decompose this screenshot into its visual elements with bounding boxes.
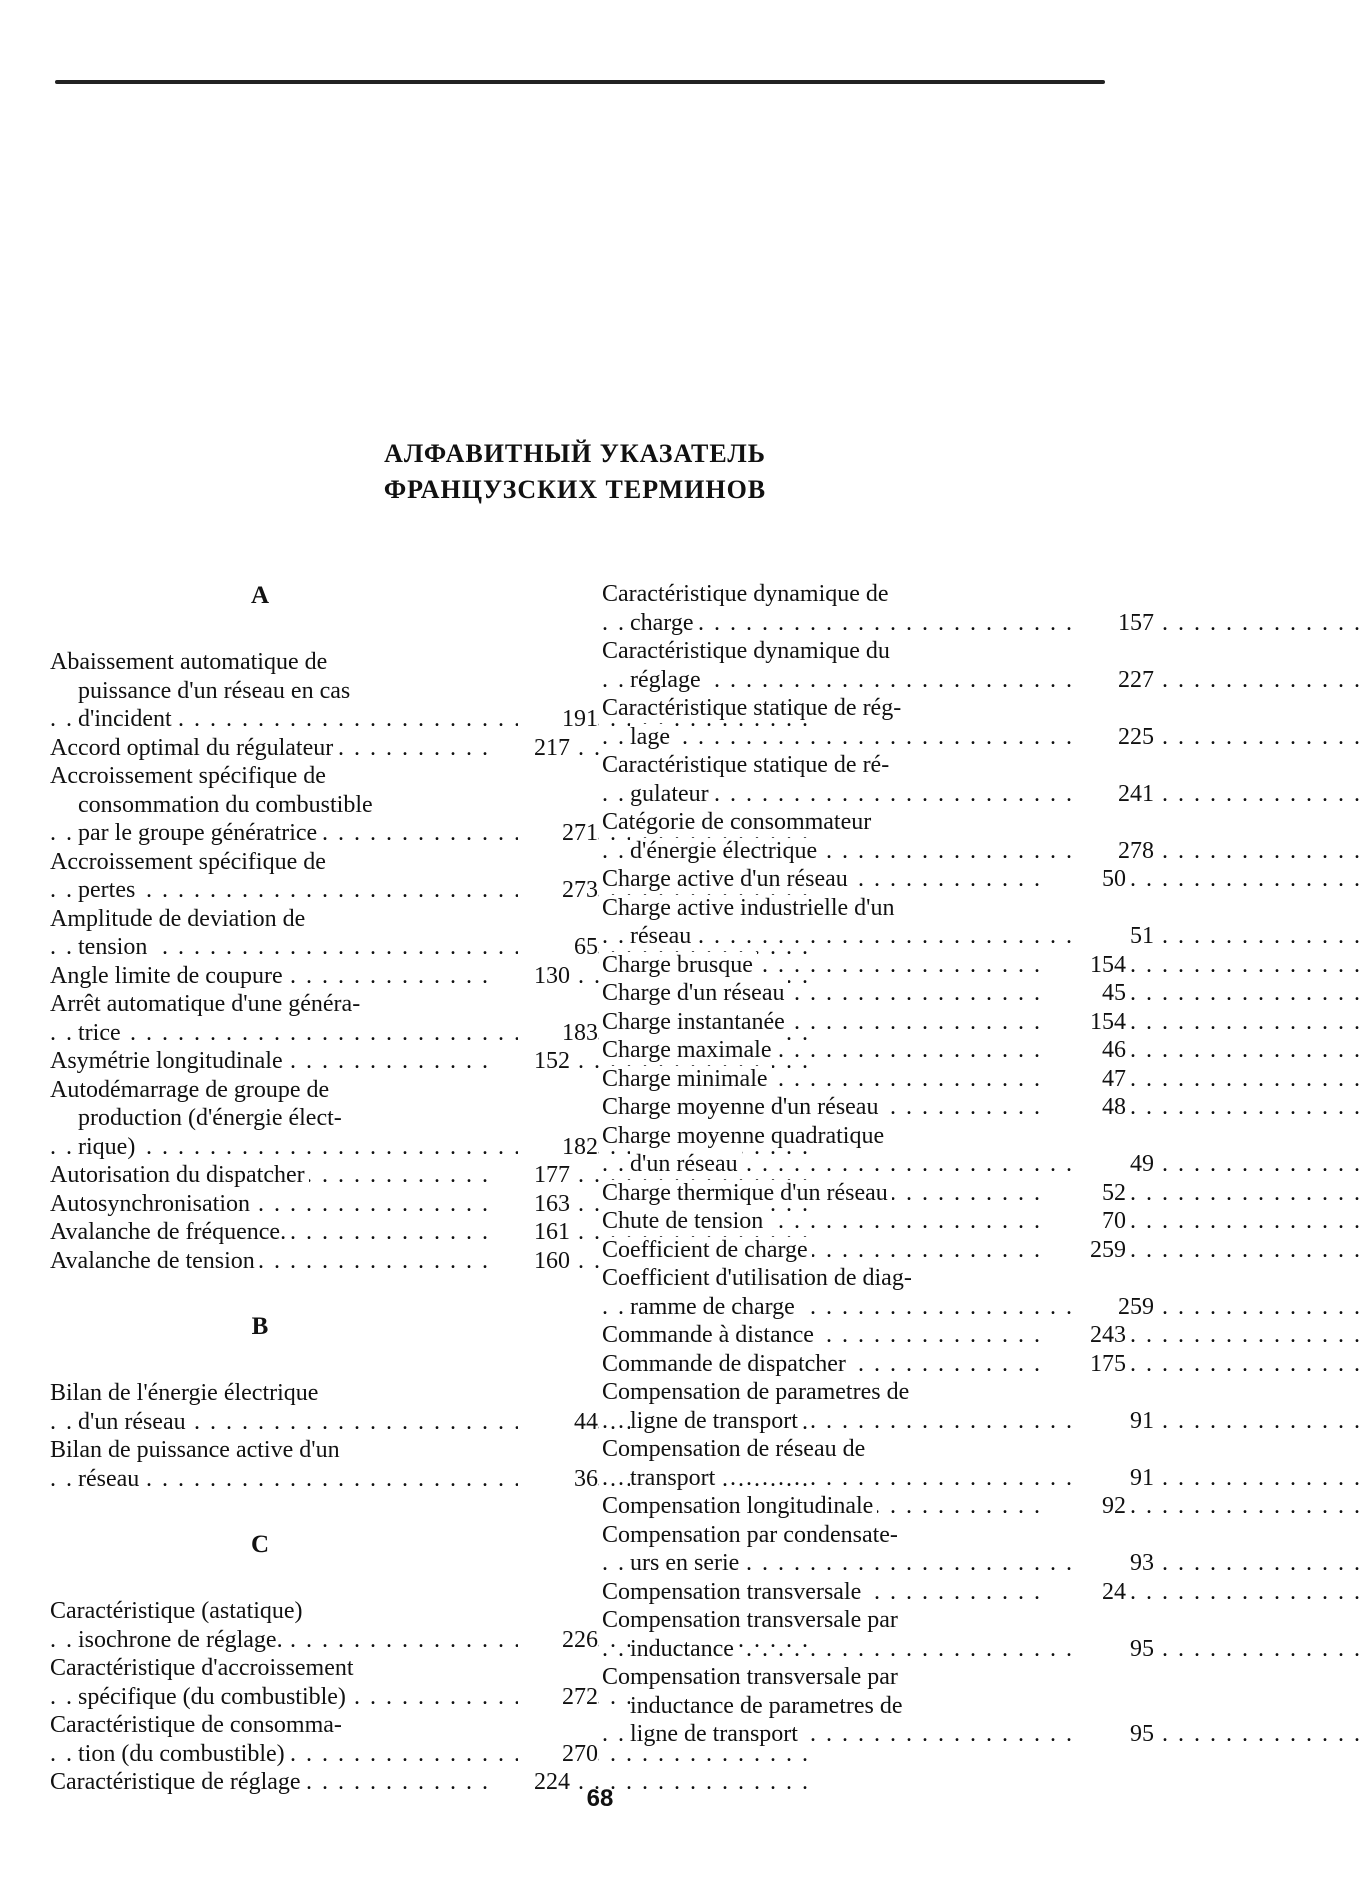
index-entry: [50, 1436, 598, 1493]
index-entry: [50, 1218, 570, 1247]
index-term-line: Charge active industrielle d'un: [602, 895, 898, 921]
index-page-ref: 91: [1074, 1464, 1154, 1493]
page-number: 68: [586, 1785, 614, 1812]
index-entry: [602, 637, 1154, 694]
index-title-line-2: ФРАНЦУЗСКИХ ТЕРМИНОВ: [383, 475, 767, 504]
index-term-line: gulateur: [630, 781, 713, 807]
index-page-ref: 95: [1074, 1635, 1154, 1664]
index-entry: [602, 979, 1126, 1008]
index-entry: [602, 1264, 1154, 1321]
index-page-ref: 243: [1046, 1321, 1126, 1350]
index-page-ref: 52: [1046, 1179, 1126, 1208]
index-entry: [602, 1179, 1126, 1208]
index-term-line: Autodémarrage de groupe de: [50, 1077, 333, 1103]
index-term-line: tension: [78, 934, 151, 960]
index-entry: [602, 1350, 1126, 1379]
index-page-ref: 152: [490, 1047, 570, 1076]
index-page-ref: 154: [1046, 1008, 1126, 1037]
index-entry: [50, 962, 570, 991]
index-term-line: Caractéristique dynamique de: [602, 581, 893, 607]
index-page-ref: 217: [490, 734, 570, 763]
index-entry: [50, 990, 598, 1047]
index-entry: [50, 734, 570, 763]
index-term-line: pertes: [78, 877, 139, 903]
index-term-line: Charge maximale: [602, 1037, 776, 1063]
index-term-line: réseau: [78, 1466, 143, 1492]
index-term-line: Accroissement spécifique de: [50, 849, 330, 875]
index-entry: [50, 1379, 598, 1436]
section-letter: B: [251, 1313, 269, 1340]
index-page-ref: 44: [518, 1408, 598, 1437]
index-page-ref: 225: [1074, 723, 1154, 752]
index-page-ref: 36: [518, 1465, 598, 1494]
index-page-ref: 177: [490, 1161, 570, 1190]
index-page-ref: 163: [490, 1190, 570, 1219]
index-term-line: Charge thermique d'un réseau: [602, 1180, 892, 1206]
index-entry: [50, 1247, 570, 1276]
index-entry: [602, 1435, 1154, 1492]
section-letter: A: [250, 582, 270, 609]
index-page-ref: 157: [1074, 609, 1154, 638]
index-entry: [50, 762, 598, 848]
index-entry: [602, 1663, 1154, 1749]
index-page-ref: 272: [518, 1683, 598, 1712]
index-term-line: Caractéristique d'accroissement: [50, 1655, 358, 1681]
index-term-line: urs en serie: [630, 1550, 743, 1576]
index-term-line: Caractéristique de consomma-: [50, 1712, 346, 1738]
index-page-ref: 160: [490, 1247, 570, 1276]
index-term-line: Commande de dispatcher: [602, 1351, 850, 1377]
index-page-ref: 227: [1074, 666, 1154, 695]
index-term-line: inductance: [630, 1636, 738, 1662]
index-entry: [50, 1654, 598, 1711]
index-entry: [50, 848, 598, 905]
index-term-line: Catégorie de consommateur: [602, 809, 875, 835]
index-entry: [50, 1161, 570, 1190]
index-term-line: Arrêt automatique d'une généra-: [50, 991, 364, 1017]
index-term-line: d'énergie électrique: [630, 838, 821, 864]
index-page-ref: 241: [1074, 780, 1154, 809]
index-page-ref: 51: [1074, 922, 1154, 951]
index-term-line: Charge brusque: [602, 952, 757, 978]
index-page-ref: 92: [1046, 1492, 1126, 1521]
index-entry: [602, 694, 1154, 751]
index-page-ref: 161: [490, 1218, 570, 1247]
index-page-ref: 271: [518, 819, 598, 848]
index-page-ref: 270: [518, 1740, 598, 1769]
index-term-line: Caractéristique statique de ré-: [602, 752, 893, 778]
index-page-ref: 224: [490, 1768, 570, 1797]
index-page-ref: 259: [1046, 1236, 1126, 1265]
index-entry: [50, 1597, 598, 1654]
index-entry: [50, 1190, 570, 1219]
index-term-line: Accord optimal du régulateur: [50, 735, 337, 761]
index-term-line: rique): [78, 1134, 139, 1160]
index-term-line: Amplitude de deviation de: [50, 906, 309, 932]
index-term-line: Charge moyenne quadratique: [602, 1123, 888, 1149]
index-entry: [602, 1578, 1126, 1607]
index-page-ref: 130: [490, 962, 570, 991]
index-term-line: Autosynchronisation: [50, 1191, 254, 1217]
index-term-line: Compensation transversale par: [602, 1664, 902, 1690]
index-entry: [602, 1236, 1126, 1265]
index-term-line: d'un réseau: [78, 1409, 190, 1435]
index-entry: [602, 1606, 1154, 1663]
index-entry: [50, 648, 598, 734]
index-entry: [50, 1047, 570, 1076]
index-entry: [602, 1008, 1126, 1037]
index-page-ref: 226: [518, 1626, 598, 1655]
index-entry: [602, 580, 1154, 637]
index-term-line: Compensation par condensate-: [602, 1522, 902, 1548]
index-page-ref: 50: [1046, 865, 1126, 894]
index-term-line: Charge minimale: [602, 1066, 772, 1092]
index-page-ref: 45: [1046, 979, 1126, 1008]
index-term-line: production (d'énergie élect-: [78, 1105, 346, 1131]
index-entry: [602, 1492, 1126, 1521]
index-entry: [602, 865, 1126, 894]
index-term-line: ligne de transport: [630, 1721, 802, 1747]
index-page-ref: 95: [1074, 1720, 1154, 1749]
index-page-ref: 93: [1074, 1549, 1154, 1578]
index-term-line: ligne de transport: [630, 1408, 802, 1434]
index-term-line: Compensation de parametres de: [602, 1379, 913, 1405]
index-term-line: tion (du combustible): [78, 1741, 289, 1767]
index-page-ref: 259: [1074, 1293, 1154, 1322]
index-term-line: puissance d'un réseau en cas: [78, 678, 354, 704]
index-term-line: réglage: [630, 667, 705, 693]
index-term-line: Caractéristique de réglage: [50, 1769, 305, 1795]
index-term-line: d'incident: [78, 706, 176, 732]
index-term-line: Caractéristique statique de rég-: [602, 695, 905, 721]
index-term-line: Coefficient d'utilisation de diag-: [602, 1265, 916, 1291]
index-term-line: Bilan de puissance active d'un: [50, 1437, 344, 1463]
index-page-ref: 47: [1046, 1065, 1126, 1094]
index-title-line-1: АЛФАВИТНЫЙ УКАЗАТЕЛЬ: [384, 439, 766, 468]
index-term-line: Abaissement automatique de: [50, 649, 331, 675]
index-entry: [602, 1065, 1126, 1094]
index-term-line: Bilan de l'énergie électrique: [50, 1380, 322, 1406]
index-entry: [602, 751, 1154, 808]
index-term-line: isochrone de réglage.: [78, 1627, 287, 1653]
index-page-ref: 48: [1046, 1093, 1126, 1122]
index-entry: [602, 1036, 1126, 1065]
index-term-line: inductance de parametres de: [630, 1693, 907, 1719]
index-entry: [602, 951, 1126, 980]
index-term-line: Avalanche de tension: [50, 1248, 259, 1274]
index-term-line: Charge d'un réseau: [602, 980, 788, 1006]
index-entry: [50, 905, 598, 962]
index-term-line: Avalanche de fréquence.: [50, 1219, 290, 1245]
index-page-ref: 183: [518, 1019, 598, 1048]
index-term-line: charge: [630, 610, 698, 636]
index-term-line: Caractéristique (astatique): [50, 1598, 307, 1624]
index-entry: [602, 808, 1154, 865]
index-entry: [602, 1321, 1126, 1350]
index-entry: [50, 1711, 598, 1768]
index-page-ref: 65: [518, 933, 598, 962]
index-page-ref: 46: [1046, 1036, 1126, 1065]
index-entry: [602, 1093, 1126, 1122]
index-term-line: Autorisation du dispatcher: [50, 1162, 309, 1188]
index-term-line: spécifique (du combustible): [78, 1684, 350, 1710]
index-term-line: Charge active d'un réseau: [602, 866, 852, 892]
index-entry: [602, 894, 1154, 951]
index-term-line: par le groupe génératrice: [78, 820, 321, 846]
index-entry: [602, 1207, 1126, 1236]
index-page-ref: 191: [518, 705, 598, 734]
index-term-line: Compensation transversale: [602, 1579, 865, 1605]
index-term-line: Charge instantanée: [602, 1009, 789, 1035]
index-term-line: Angle limite de coupure: [50, 963, 287, 989]
index-term-line: Asymétrie longitudinale: [50, 1048, 287, 1074]
index-term-line: transport: [630, 1465, 719, 1491]
index-page-ref: 182: [518, 1133, 598, 1162]
index-term-line: ramme de charge: [630, 1294, 799, 1320]
index-page-ref: 273: [518, 876, 598, 905]
index-term-line: Chute de tension: [602, 1208, 767, 1234]
index-page-ref: 154: [1046, 951, 1126, 980]
index-term-line: Commande à distance: [602, 1322, 818, 1348]
index-term-line: Accroissement spécifique de: [50, 763, 330, 789]
index-term-line: Coefficient de charge: [602, 1237, 812, 1263]
index-term-line: lage: [630, 724, 674, 750]
index-entry: [602, 1378, 1154, 1435]
index-page-ref: 278: [1074, 837, 1154, 866]
index-page-ref: 24: [1046, 1578, 1126, 1607]
index-page-ref: 49: [1074, 1150, 1154, 1179]
top-rule: [55, 80, 1105, 84]
index-term-line: Caractéristique dynamique du: [602, 638, 894, 664]
section-letter: C: [250, 1531, 270, 1558]
index-term-line: réseau: [630, 923, 695, 949]
index-entry: [50, 1076, 598, 1162]
index-term-line: Charge moyenne d'un réseau: [602, 1094, 882, 1120]
index-term-line: Compensation transversale par: [602, 1607, 902, 1633]
index-page-ref: 91: [1074, 1407, 1154, 1436]
index-entry: [602, 1122, 1154, 1179]
index-term-line: d'un réseau: [630, 1151, 742, 1177]
index-term-line: trice: [78, 1020, 125, 1046]
index-entry: [602, 1521, 1154, 1578]
index-page-ref: 175: [1046, 1350, 1126, 1379]
index-term-line: consommation du combustible: [78, 792, 377, 818]
index-term-line: Compensation de réseau de: [602, 1436, 869, 1462]
index-page-ref: 70: [1046, 1207, 1126, 1236]
index-term-line: Compensation longitudinale: [602, 1493, 877, 1519]
